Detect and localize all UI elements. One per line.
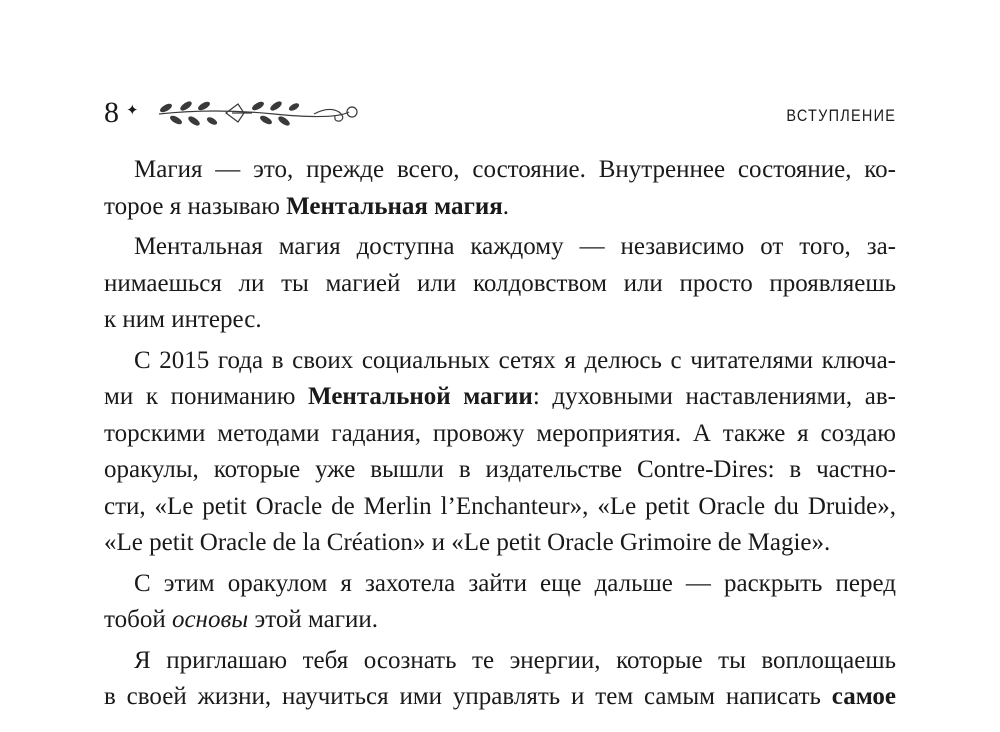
page-number: 8 [104, 96, 119, 129]
text-run: к ним интерес. [104, 306, 262, 333]
text-run: С 2015 года в своих социальных сетях я делюсь с читателями ключа- [134, 346, 896, 374]
text-run: в своей жизни, научиться ими управлять и тем самым написать [104, 683, 832, 710]
text-run: ми к пониманию [104, 383, 309, 410]
star-icon: ✦ [126, 103, 139, 119]
text-line [104, 379, 896, 416]
text-line [104, 525, 896, 562]
bold-text: самое [831, 683, 896, 710]
text-line [104, 602, 896, 639]
text-line [104, 489, 896, 526]
body-text [104, 152, 896, 716]
text-run: нимаешься ли ты магией или колдовством или просто проявляешь [104, 269, 896, 297]
paragraph [104, 229, 896, 339]
text-run: сти, «Le petit Oracle de Merlin l’Enchanteur», «Le petit Oracle du Druide», [104, 492, 896, 520]
text-line [104, 189, 896, 226]
bold-text: Ментальной магии [308, 383, 533, 410]
text-run: Ментальная магия доступна каждому — независимо от того, за- [134, 233, 896, 260]
text-run: : духовными наставлениями, ав- [532, 383, 896, 410]
paragraph [104, 343, 896, 562]
text-line [104, 643, 896, 680]
text-line [104, 679, 896, 716]
text-run: торскими методами гадания, провожу мероприятия. А также я создаю [104, 419, 896, 447]
text-line [104, 152, 896, 189]
text-run: Магия — это, прежде всего, состояние. Внутреннее состояние, ко- [134, 156, 896, 183]
floral-vine-ornament-icon [154, 94, 364, 132]
paragraph [104, 152, 896, 225]
text-line [104, 416, 896, 453]
text-run: торое я называю [104, 192, 287, 220]
text-run: . [502, 192, 510, 220]
italic-text: основы [171, 606, 249, 633]
text-line [104, 343, 896, 380]
text-line [104, 566, 896, 603]
text-run: этой магии. [248, 606, 378, 633]
text-line [104, 452, 896, 489]
bold-text: Ментальная магия [286, 192, 503, 220]
text-line [104, 266, 896, 303]
paragraph [104, 643, 896, 716]
text-run: Я приглашаю тебя осознать те энергии, которые ты воплощаешь [134, 646, 896, 674]
text-line [104, 229, 896, 266]
running-header [104, 92, 896, 140]
text-run: тобой [104, 606, 172, 633]
chapter-title: ВСТУПЛЕНИЕ [786, 106, 896, 125]
paragraph [104, 566, 896, 639]
text-run: «Le petit Oracle de la Création» и «Le petit Oracle Grimoire de Magie». [104, 529, 831, 556]
text-line [104, 302, 896, 339]
text-run: оракулы, которые уже вышли в издательстве Contre-Dires: в частно- [104, 456, 896, 483]
text-run: С этим оракулом я захотела зайти еще дальше — раскрыть перед [134, 569, 896, 597]
